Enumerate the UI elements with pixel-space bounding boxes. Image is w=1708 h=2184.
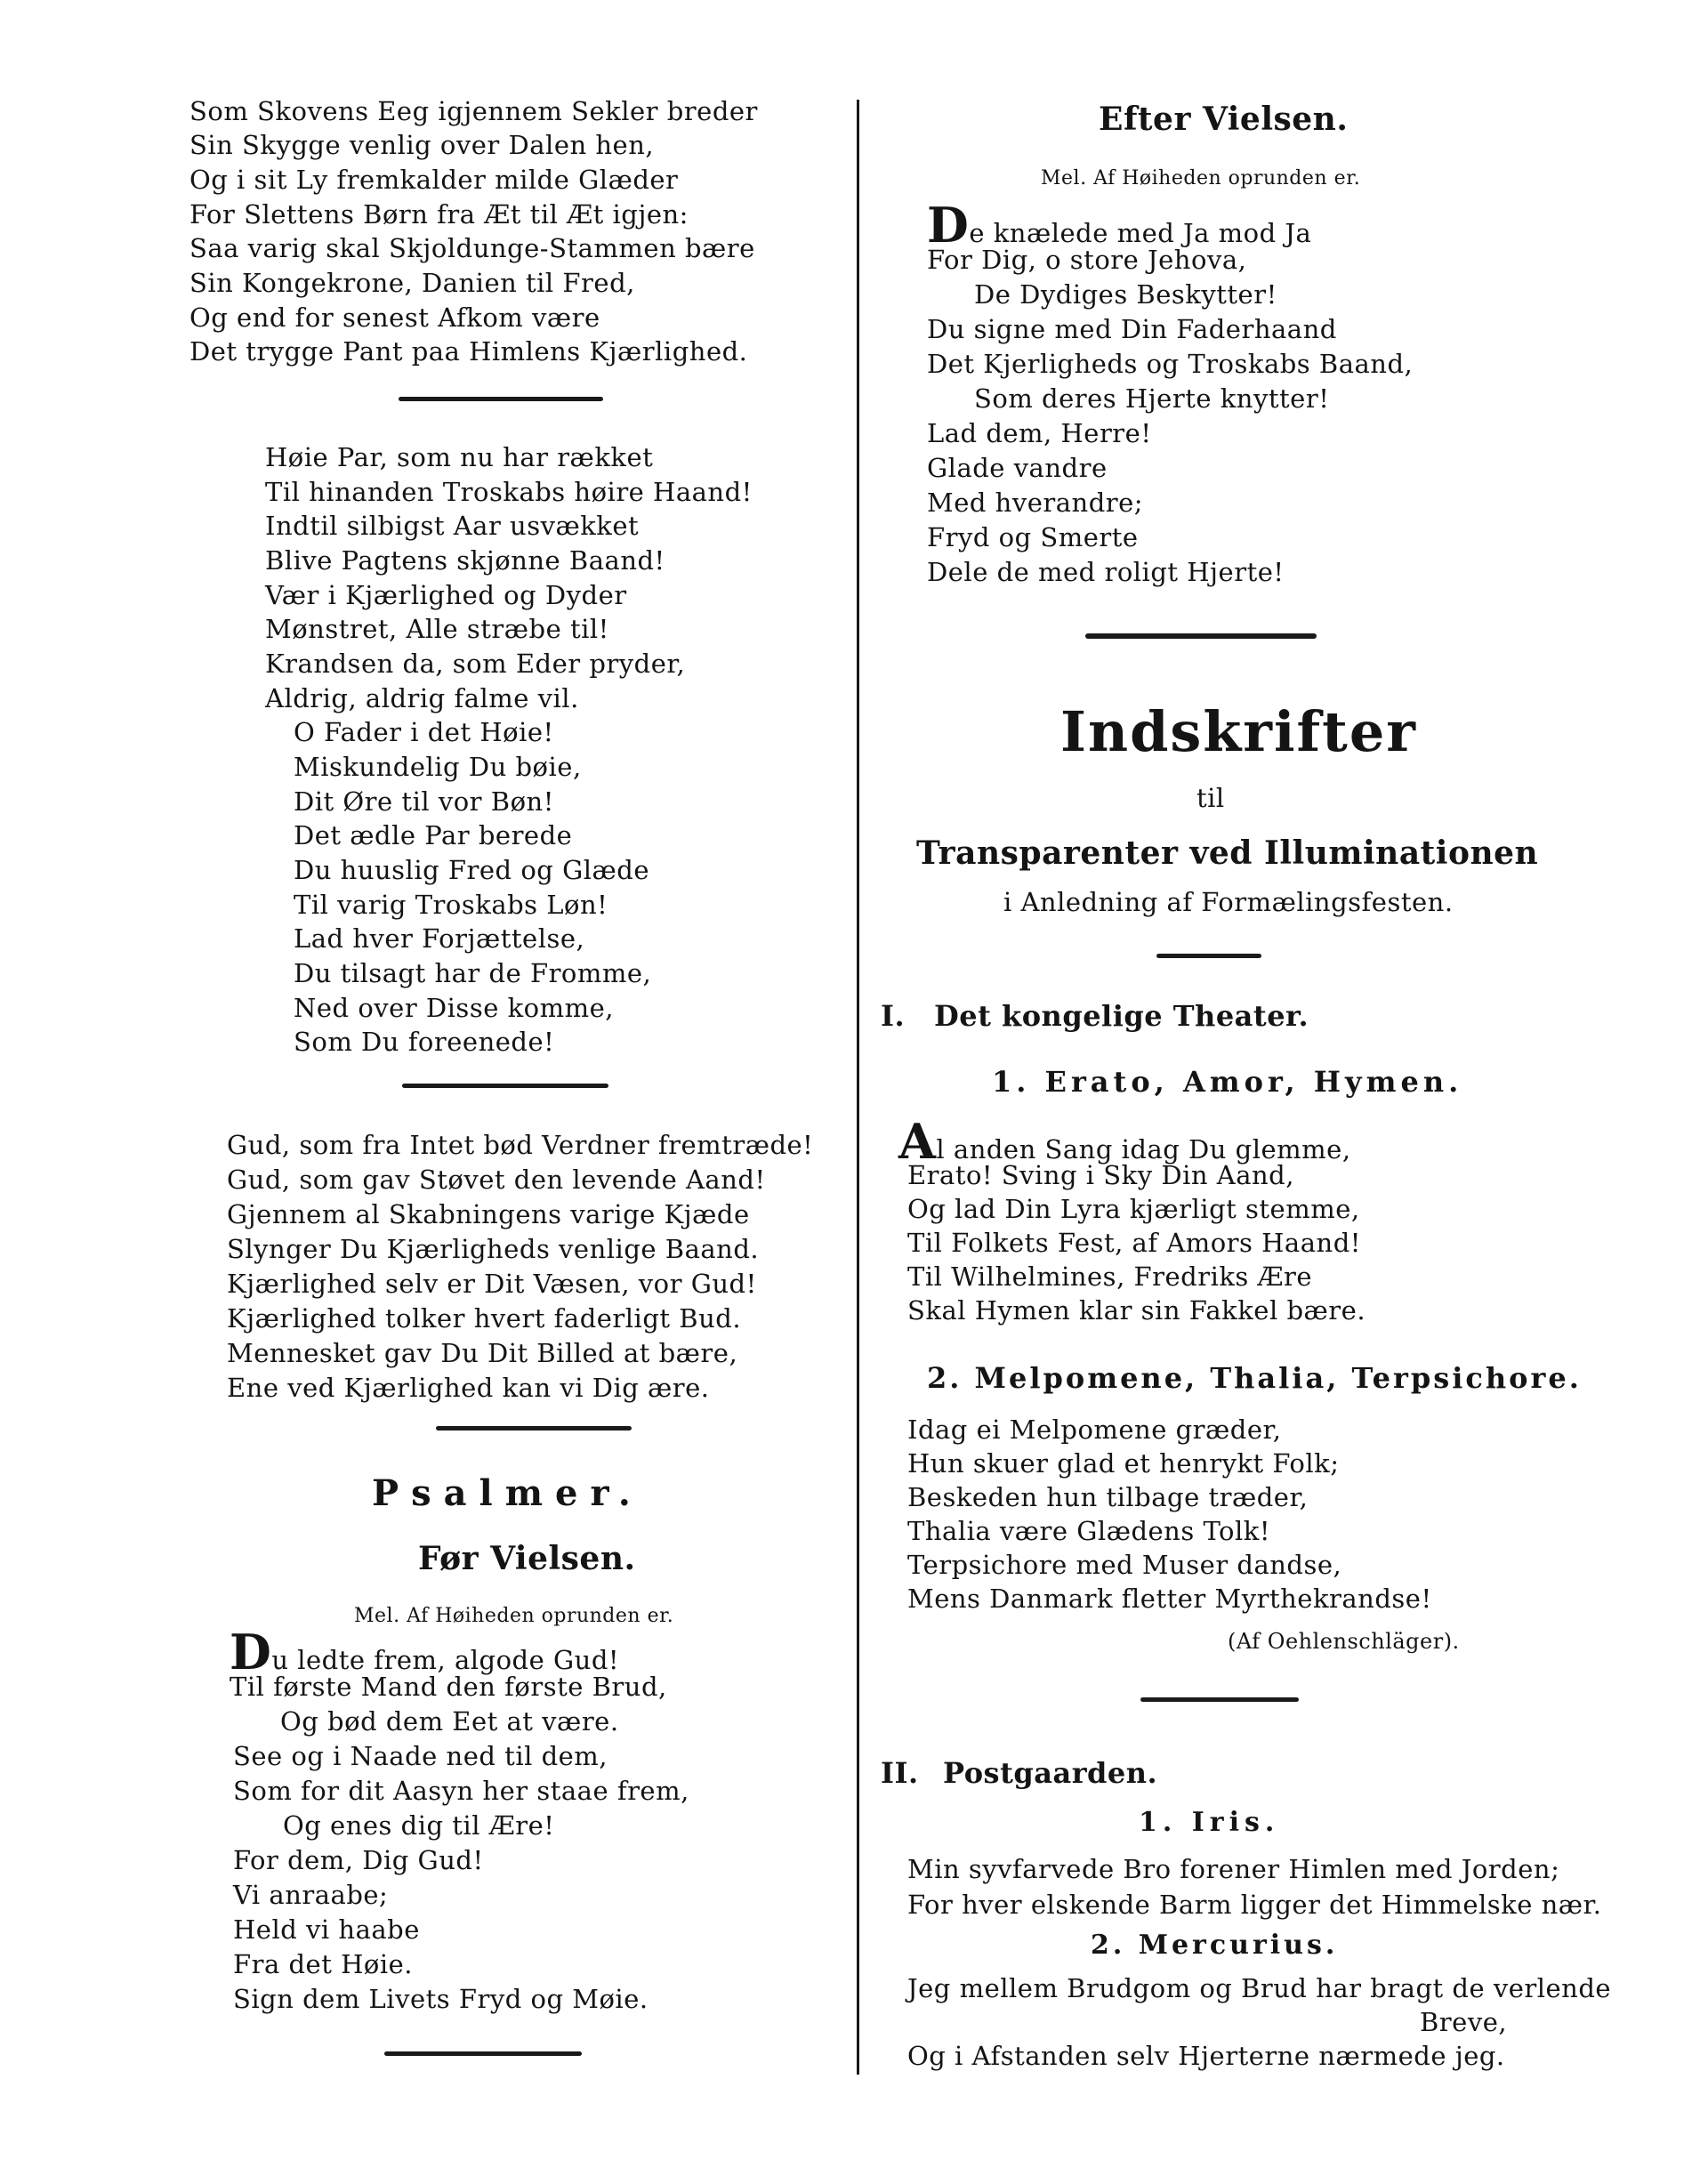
verse-line: Gud, som gav Støvet den levende Aand! bbox=[227, 1165, 766, 1195]
verse-line: Og bød dem Eet at være. bbox=[280, 1706, 619, 1737]
verse-line: Saa varig skal Skjoldunge-Stammen bære bbox=[189, 233, 755, 263]
verse-line: Dit Øre til vor Bøn! bbox=[294, 786, 554, 817]
verse-line: Til Folkets Fest, af Amors Haand! bbox=[907, 1228, 1361, 1258]
verse-line: Beskeden hun tilbage træder, bbox=[907, 1482, 1309, 1512]
verse-line: Fra det Høie. bbox=[233, 1949, 413, 1979]
verse-line: Krandsen da, som Eder pryder, bbox=[265, 649, 686, 679]
drop-cap: D bbox=[927, 197, 970, 254]
verse-line: O Fader i det Høie! bbox=[294, 717, 554, 747]
verse-text: l anden Sang idag Du glemme, bbox=[936, 1134, 1351, 1165]
verse-line: Kjærlighed selv er Dit Væsen, vor Gud! bbox=[227, 1269, 757, 1299]
subsection-heading: 2. Mercurius. bbox=[1091, 1930, 1339, 1961]
verse-line: Du tilsagt har de Fromme, bbox=[294, 958, 652, 988]
verse-line: Det ædle Par berede bbox=[294, 820, 573, 850]
verse-line: Mennesket gav Du Dit Billed at bære, bbox=[227, 1338, 738, 1368]
transparenter-heading: Transparenter ved Illuminationen bbox=[916, 834, 1539, 872]
verse-line: Dele de med roligt Hjerte! bbox=[927, 557, 1285, 587]
subsection-heading: 1. Iris. bbox=[1139, 1807, 1280, 1838]
verse-line: Du signe med Din Faderhaand bbox=[927, 314, 1337, 344]
verse-line: Slynger Du Kjærligheds venlige Baand. bbox=[227, 1234, 760, 1264]
verse-line: Sin Kongekrone, Danien til Fred, bbox=[189, 268, 635, 298]
subsection-heading: 2. Melpomene, Thalia, Terpsichore. bbox=[927, 1361, 1582, 1395]
verse-line: Vær i Kjærlighed og Dyder bbox=[265, 580, 627, 610]
verse-line: Miskundelig Du bøie, bbox=[294, 752, 582, 782]
verse-line: Fryd og Smerte bbox=[927, 522, 1139, 552]
verse-line: Sign dem Livets Fryd og Møie. bbox=[233, 1984, 649, 2014]
verse-line: Som deres Hjerte knytter! bbox=[974, 383, 1330, 414]
verse-line: Blive Pagtens skjønne Baand! bbox=[265, 545, 665, 576]
verse-line: For hver elskende Barm ligger det Himmelske nær. bbox=[907, 1890, 1602, 1920]
verse-line: Høie Par, som nu har rækket bbox=[265, 442, 654, 472]
verse-line: For Dig, o store Jehova, bbox=[927, 245, 1247, 275]
section-divider bbox=[1140, 1697, 1299, 1702]
verse-line: Lad dem, Herre! bbox=[927, 418, 1152, 448]
verse-line: Vi anraabe; bbox=[233, 1880, 389, 1910]
verse-text: e knælede med Ja mod Ja bbox=[969, 218, 1312, 248]
verse-line: De Dydiges Beskytter! bbox=[974, 279, 1277, 310]
section-number: II. bbox=[881, 1756, 919, 1790]
melody-note: Mel. Af Høiheden oprunden er. bbox=[354, 1605, 674, 1627]
verse-line: Som Skovens Eeg igjennem Sekler breder bbox=[189, 96, 758, 126]
column-divider bbox=[857, 100, 859, 2075]
section-divider bbox=[384, 2051, 582, 2056]
verse-line: Aldrig, aldrig falme vil. bbox=[265, 683, 579, 713]
section-divider bbox=[402, 1084, 608, 1088]
verse-line: Og lad Din Lyra kjærligt stemme, bbox=[907, 1194, 1360, 1224]
verse-line: Thalia være Glædens Tolk! bbox=[907, 1516, 1271, 1546]
verse-line: Mønstret, Alle stræbe til! bbox=[265, 614, 609, 644]
verse-line: Som Du foreenede! bbox=[294, 1027, 555, 1057]
before-wedding-heading: Før Vielsen. bbox=[418, 1540, 636, 1577]
verse-line: Og i sit Ly fremkalder milde Glæder bbox=[189, 165, 679, 195]
psalmer-heading: Psalmer. bbox=[372, 1472, 643, 1514]
indskrifter-heading: Indskrifter bbox=[1060, 699, 1417, 764]
section-title: Det kongelige Theater. bbox=[934, 999, 1309, 1033]
verse-line: Jeg mellem Brudgom og Brud har bragt de verlende bbox=[907, 1973, 1612, 2003]
verse-line: Lad hver Forjættelse, bbox=[294, 923, 585, 954]
verse-line: Det trygge Pant paa Himlens Kjærlighed. bbox=[189, 336, 748, 367]
verse-line: Ene ved Kjærlighed kan vi Dig ære. bbox=[227, 1373, 710, 1403]
verse-line: Og i Afstanden selv Hjerterne nærmede jeg. bbox=[907, 2041, 1505, 2071]
section-divider bbox=[1085, 633, 1317, 639]
verse-line: Til varig Troskabs Løn! bbox=[294, 890, 608, 920]
verse-line: Kjærlighed tolker hvert faderligt Bud. bbox=[227, 1303, 742, 1334]
verse-line: Gud, som fra Intet bød Verdner fremtræde! bbox=[227, 1130, 814, 1160]
section-divider bbox=[436, 1426, 632, 1430]
attribution: (Af Oehlenschläger). bbox=[1228, 1629, 1460, 1654]
section-divider bbox=[1156, 954, 1261, 958]
verse-line: Indtil silbigst Aar usvækket bbox=[265, 511, 640, 541]
verse-line: Gjennem al Skabningens varige Kjæde bbox=[227, 1199, 750, 1229]
verse-line-continuation: Breve, bbox=[1420, 2007, 1508, 2037]
section-divider bbox=[399, 397, 603, 401]
verse-line: Og end for senest Afkom være bbox=[189, 302, 600, 333]
verse-line: Og enes dig til Ære! bbox=[283, 1810, 555, 1841]
verse-line: Min syvfarvede Bro forener Himlen med Jorden; bbox=[907, 1854, 1560, 1884]
verse-line: Det Kjerligheds og Troskabs Baand, bbox=[927, 349, 1414, 379]
verse-line: Du huuslig Fred og Glæde bbox=[294, 855, 649, 885]
verse-line: Til første Mand den første Brud, bbox=[230, 1672, 667, 1702]
verse-line-first bbox=[230, 1624, 620, 1680]
til-word: til bbox=[1196, 783, 1225, 813]
after-wedding-heading: Efter Vielsen. bbox=[1099, 101, 1349, 138]
verse-line: Skal Hymen klar sin Fakkel bære. bbox=[907, 1295, 1366, 1326]
verse-line: For Slettens Børn fra Æt til Æt igjen: bbox=[189, 199, 689, 230]
anledning-subheading: i Anledning af Formælingsfesten. bbox=[1003, 887, 1454, 917]
verse-line-first bbox=[927, 197, 1312, 254]
verse-line: Held vi haabe bbox=[233, 1914, 420, 1945]
verse-line: Til Wilhelmines, Fredriks Ære bbox=[907, 1261, 1313, 1292]
melody-note: Mel. Af Høiheden oprunden er. bbox=[1041, 167, 1361, 189]
verse-line: Sin Skygge venlig over Dalen hen, bbox=[189, 130, 655, 160]
verse-line: See og i Naade ned til dem, bbox=[233, 1741, 608, 1771]
drop-cap: D bbox=[230, 1624, 272, 1680]
verse-line: Ned over Disse komme, bbox=[294, 993, 614, 1023]
verse-line: Mens Danmark fletter Myrthekrandse! bbox=[907, 1584, 1432, 1614]
subsection-heading: 1. Erato, Amor, Hymen. bbox=[992, 1065, 1463, 1099]
verse-line: Idag ei Melpomene græder, bbox=[907, 1414, 1282, 1445]
drop-cap: A bbox=[898, 1113, 937, 1170]
section-title: Postgaarden. bbox=[943, 1756, 1158, 1790]
verse-line-first bbox=[898, 1113, 1351, 1170]
verse-line: Som for dit Aasyn her staae frem, bbox=[233, 1776, 689, 1806]
verse-line: For dem, Dig Gud! bbox=[233, 1845, 484, 1875]
verse-line: Terpsichore med Muser dandse, bbox=[907, 1550, 1342, 1580]
verse-line: Glade vandre bbox=[927, 453, 1108, 483]
verse-text: u ledte frem, algode Gud! bbox=[271, 1645, 620, 1675]
verse-line: Med hverandre; bbox=[927, 488, 1144, 518]
verse-line: Hun skuer glad et henrykt Folk; bbox=[907, 1448, 1340, 1479]
verse-line: Erato! Sving i Sky Din Aand, bbox=[907, 1160, 1294, 1190]
section-number: I. bbox=[881, 999, 906, 1033]
verse-line: Til hinanden Troskabs høire Haand! bbox=[265, 477, 753, 507]
